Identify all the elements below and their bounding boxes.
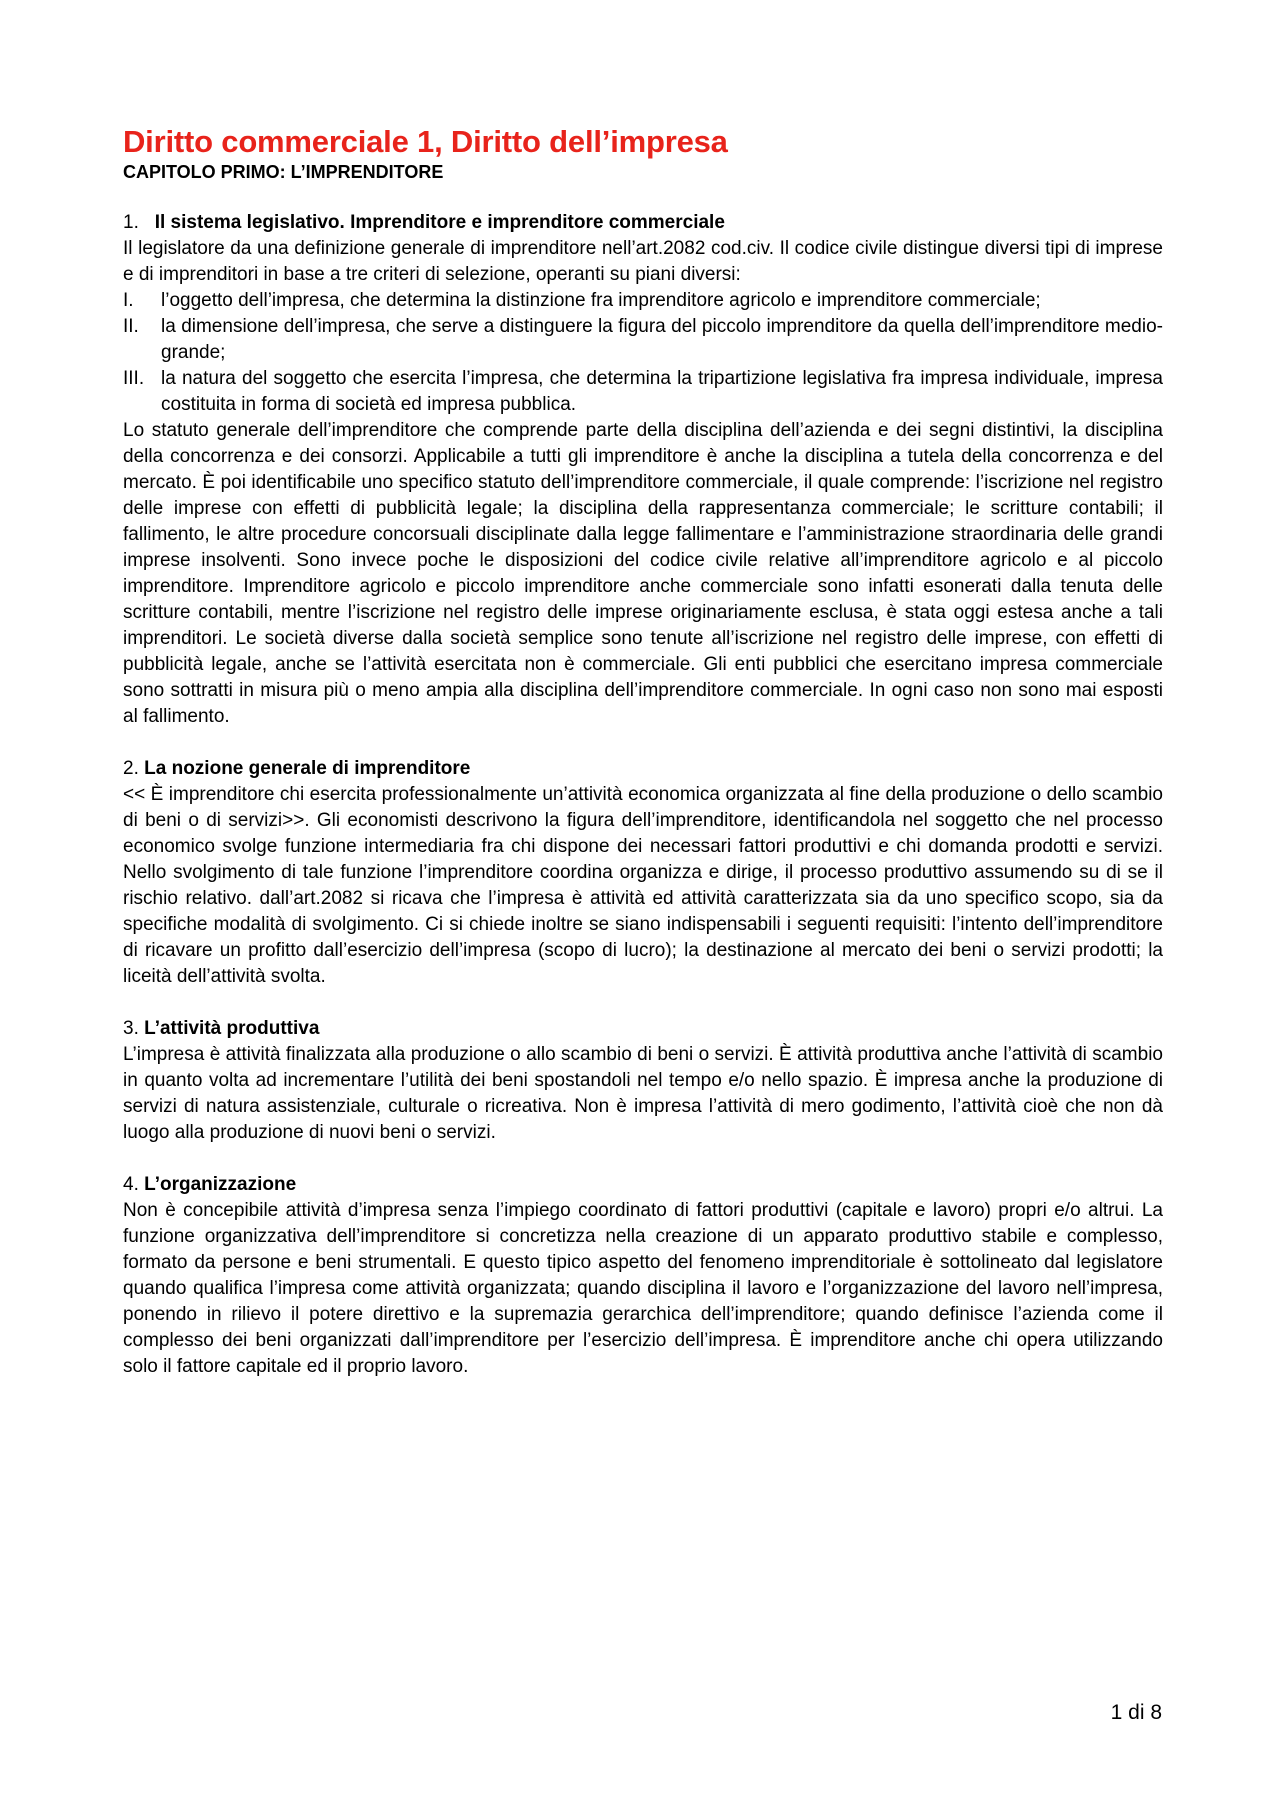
list-item: [123, 288, 1163, 314]
list-item-text: la natura del soggetto che esercita l’impresa, che determina la tripartizione legislativa fra impresa individuale, impresa costituita in forma di società ed impresa pubblica.: [161, 368, 1163, 415]
section-number: 1.: [123, 212, 139, 233]
section-1: [123, 210, 1163, 730]
section-body-paragraph: Non è concepibile attività d’impresa senza l’impiego coordinato di fattori produttivi (capitale e lavoro) propri e/o altrui. La funzione organizzativa dell’imprenditore si concretizza nella creazione di un apparato produttivo stabile e complesso, formato da persone e beni strumentali. E questo tipico aspetto del fenomeno imprenditoriale è sottolineato dal legislatore quando qualifica l’impresa come attività organizzata; quando disciplina il lavoro e l’organizzazione del lavoro nell’impresa, ponendo in rilievo il potere direttivo e la supremazia gerarchica dell’imprenditore; quando definisce l’azienda come il complesso dei beni organizzati dall’imprenditore per l’esercizio dell’impresa. È imprenditore anche chi opera utilizzando solo il fattore capitale ed il proprio lavoro.: [123, 1200, 1163, 1377]
section-title: Il sistema legislativo. Imprenditore e imprenditore commerciale: [154, 212, 725, 233]
section-heading: [123, 756, 1163, 782]
section-2: [123, 756, 1163, 990]
document-title: Diritto commerciale 1, Diritto dell’impresa: [123, 124, 728, 159]
list-item-text: l’oggetto dell’impresa, che determina la distinzione fra imprenditore agricolo e imprenditore commerciale;: [161, 290, 1041, 311]
section-title: L’attività produttiva: [144, 1018, 320, 1039]
list-item-number: III.: [123, 368, 145, 389]
document-page: [123, 124, 1163, 1380]
list-item: [123, 314, 1163, 366]
list-item-number: II.: [123, 316, 139, 337]
section-title: L’organizzazione: [144, 1174, 297, 1195]
criteria-list: [123, 288, 1163, 418]
list-item-number: I.: [123, 290, 134, 311]
section-intro-paragraph: Il legislatore da una definizione generale di imprenditore nell’art.2082 cod.civ. Il codice civile distingue diversi tipi di imprese e di imprenditori in base a tre criteri di selezione, operanti su piani diversi:: [123, 238, 1163, 285]
section-4: [123, 1172, 1163, 1380]
section-body-paragraph: << È imprenditore chi esercita professionalmente un’attività economica organizzata al fine della produzione o dello scambio di beni o di servizi>>. Gli economisti descrivono la figura dell’imprenditore, identificandola nel soggetto che nel processo economico svolge funzione intermediaria fra chi dispone dei necessari fattori produttivi e chi domanda prodotti e servizi. Nello svolgimento di tale funzione l’imprenditore coordina organizza e dirige, il processo produttivo assumendo su di se il rischio relativo. dall’art.2082 si ricava che l’impresa è attività ed attività caratterizzata sia da uno specifico scopo, sia da specifiche modalità di svolgimento. Ci si chiede inoltre se siano indispensabili i seguenti requisiti: l’intento dell’imprenditore di ricavare un profitto dall’esercizio dell’impresa (scopo di lucro); la destinazione al mercato dei beni o servizi prodotti; la liceità dell’attività svolta.: [123, 784, 1163, 987]
section-heading: [123, 1016, 1163, 1042]
page-number: 1 di 8: [1110, 1701, 1162, 1724]
section-body-paragraph: Lo statuto generale dell’imprenditore che comprende parte della disciplina dell’azienda e dei segni distintivi, la disciplina della concorrenza e dei consorzi. Applicabile a tutti gli imprenditore è anche la disciplina a tutela della concorrenza e del mercato. È poi identificabile uno specifico statuto dell’imprenditore commerciale, il quale comprende: l’iscrizione nel registro delle imprese con effetti di pubblicità legale; la disciplina della rappresentanza commerciale; le scritture contabili; il fallimento, le altre procedure concorsuali disciplinate dalla legge fallimentare e l’amministrazione straordinaria delle grandi imprese insolventi. Sono invece poche le disposizioni del codice civile relative all’imprenditore agricolo e al piccolo imprenditore. Imprenditore agricolo e piccolo imprenditore anche commerciale sono infatti esonerati dalla tenuta delle scritture contabili, mentre l’iscrizione nel registro delle imprese originariamente esclusa, è stata oggi estesa anche a tali imprenditori. Le società diverse dalla società semplice sono tenute all’iscrizione nel registro delle imprese, con effetti di pubblicità legale, anche se l’attività esercitata non è commerciale. Gli enti pubblici che esercitano impresa commerciale sono sottratti in misura più o meno ampia alla disciplina dell’imprenditore commerciale. In ogni caso non sono mai esposti al fallimento.: [123, 420, 1163, 727]
chapter-subtitle: CAPITOLO PRIMO: L’IMPRENDITORE: [123, 162, 444, 182]
section-number: 2.: [123, 758, 139, 779]
section-heading: [123, 1172, 1163, 1198]
list-item-text: la dimensione dell’impresa, che serve a distinguere la figura del piccolo imprenditore da quella dell’imprenditore medio-grande;: [161, 316, 1163, 363]
section-number: 3.: [123, 1018, 139, 1039]
section-heading: [123, 210, 1163, 236]
section-title: La nozione generale di imprenditore: [144, 758, 471, 779]
section-number: 4.: [123, 1174, 139, 1195]
list-item: [123, 366, 1163, 418]
section-body-paragraph: L’impresa è attività finalizzata alla produzione o allo scambio di beni o servizi. È attività produttiva anche l’attività di scambio in quanto volta ad incrementare l’utilità dei beni spostandoli nel tempo e/o nello spazio. È impresa anche la produzione di servizi di natura assistenziale, culturale o ricreativa. Non è impresa l’attività di mero godimento, l’attività cioè che non dà luogo alla produzione di nuovi beni o servizi.: [123, 1044, 1163, 1143]
section-3: [123, 1016, 1163, 1146]
